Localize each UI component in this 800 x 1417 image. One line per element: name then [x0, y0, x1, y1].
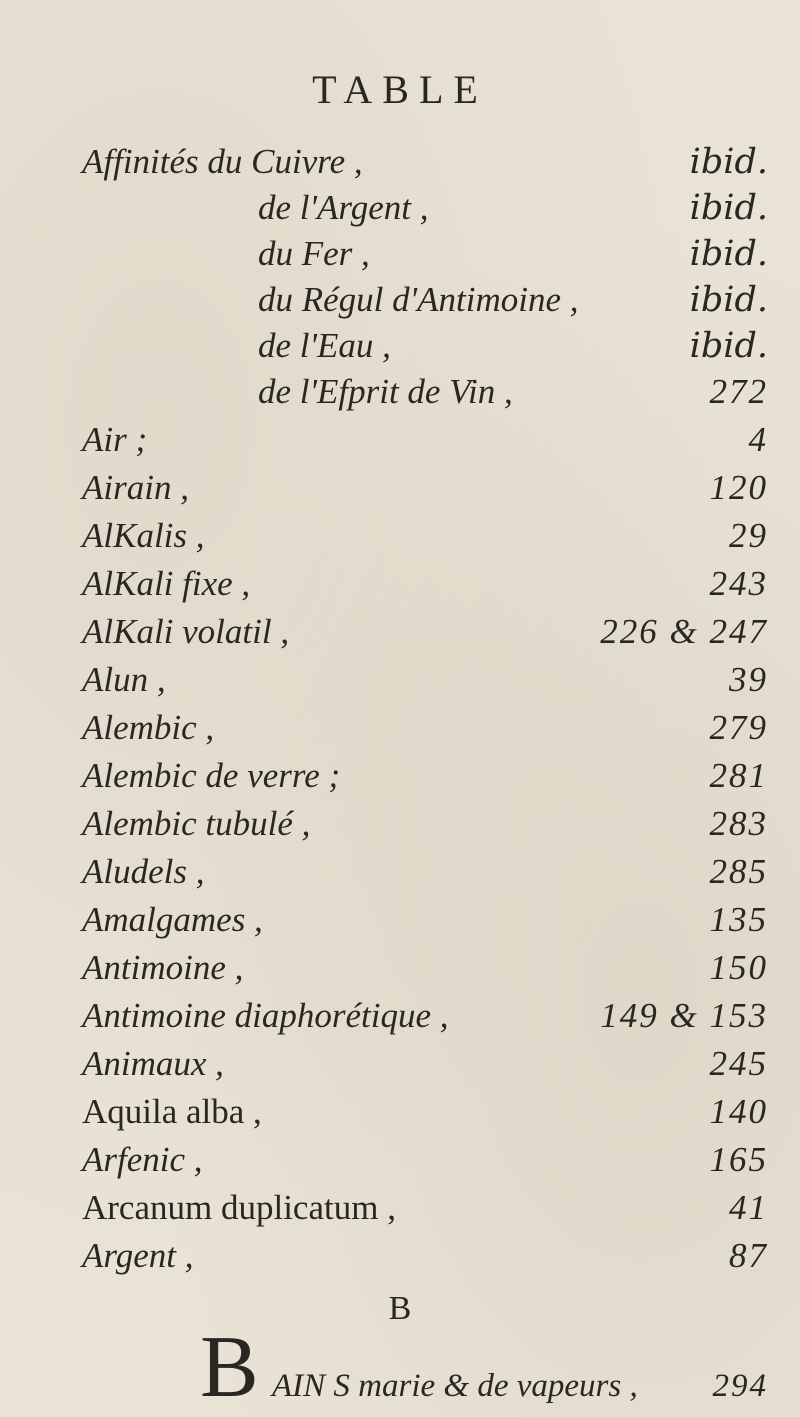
entry-label: Animaux ,	[82, 1044, 224, 1083]
entry-label: Arcanum duplicatum ,	[82, 1188, 396, 1227]
entry-page: 149 & 153	[600, 996, 768, 1035]
entry-label: Aquila alba ,	[82, 1092, 262, 1131]
index-entry	[0, 802, 800, 846]
index-entry	[0, 324, 800, 368]
entry-page: 294	[712, 1368, 768, 1404]
entry-page: 245	[709, 1044, 768, 1083]
entry-page: 41	[729, 1188, 768, 1227]
entry-label: Alun ,	[82, 660, 166, 699]
entry-label: Alembic ,	[82, 708, 215, 747]
index-entry	[0, 1186, 800, 1230]
entry-label: Alembic de verre ;	[82, 756, 341, 795]
entry-label: AIN S marie & de vapeurs ,	[272, 1368, 638, 1404]
entry-label: de l'Argent ,	[258, 188, 429, 227]
index-entry	[0, 370, 800, 414]
entry-page: 243	[709, 564, 768, 603]
entry-page: ibid.	[689, 142, 768, 182]
entry-label: Airain ,	[82, 468, 189, 507]
entry-page: 150	[709, 948, 768, 987]
entry-page: 226 & 247	[600, 612, 768, 651]
entry-page: ibid.	[689, 188, 768, 228]
index-entry	[0, 850, 800, 894]
index-entry	[0, 610, 800, 654]
entry-label: Arfenic ,	[82, 1140, 203, 1179]
index-entry	[0, 946, 800, 990]
entry-page: 281	[709, 756, 768, 795]
index-entry	[0, 706, 800, 750]
entry-label: Antimoine ,	[82, 948, 244, 987]
entry-label: Alembic tubulé ,	[82, 804, 311, 843]
section-letter: B	[388, 1290, 412, 1327]
entry-page: 29	[729, 516, 768, 555]
entry-page: 39	[729, 660, 768, 699]
entry-label: de l'Eau ,	[258, 326, 391, 365]
entry-label: AlKali fixe ,	[82, 564, 251, 603]
entry-label: Affinités du Cuivre ,	[82, 142, 363, 181]
index-entry	[0, 418, 800, 462]
entry-label: de l'Efprit de Vin ,	[258, 372, 513, 411]
entry-label: Air ;	[82, 420, 148, 459]
index-entry	[0, 1234, 800, 1278]
index-entry	[0, 658, 800, 702]
entry-label: du Fer ,	[258, 234, 370, 273]
entry-page: 135	[709, 900, 768, 939]
index-entry	[0, 754, 800, 798]
entry-page: ibid.	[689, 280, 768, 320]
index-entry-dropcap	[200, 1319, 780, 1416]
index-entry	[0, 1138, 800, 1182]
drop-cap-letter: B	[200, 1319, 259, 1416]
index-entry	[0, 562, 800, 606]
entry-page: 279	[709, 708, 768, 747]
entry-page: 272	[709, 372, 768, 411]
entry-label: Argent ,	[82, 1236, 194, 1275]
page-title: TABLE	[312, 67, 488, 112]
entry-page: 285	[709, 852, 768, 891]
index-entry	[0, 232, 800, 276]
entry-page: 283	[709, 804, 768, 843]
index-entry	[0, 278, 800, 322]
entry-page: 120	[709, 468, 768, 507]
entry-label: AlKalis ,	[82, 516, 205, 555]
entry-page: 140	[709, 1092, 768, 1131]
entry-label: Antimoine diaphorétique ,	[82, 996, 449, 1035]
entry-page: 87	[729, 1236, 768, 1275]
entry-page: 4	[748, 420, 768, 459]
index-entry	[0, 466, 800, 510]
entry-label: Aludels ,	[82, 852, 205, 891]
entry-page: ibid.	[689, 234, 768, 274]
entry-label: du Régul d'Antimoine ,	[258, 280, 579, 319]
index-entry	[0, 898, 800, 942]
index-entry	[0, 1090, 800, 1134]
index-entry	[0, 514, 800, 558]
index-entry	[0, 140, 800, 184]
entry-page: 165	[709, 1140, 768, 1179]
index-entry	[0, 994, 800, 1038]
entry-label: Amalgames ,	[82, 900, 263, 939]
index-entry	[0, 1042, 800, 1086]
entry-page: ibid.	[689, 326, 768, 366]
entry-label: AlKali volatil ,	[82, 612, 290, 651]
index-entry	[0, 186, 800, 230]
